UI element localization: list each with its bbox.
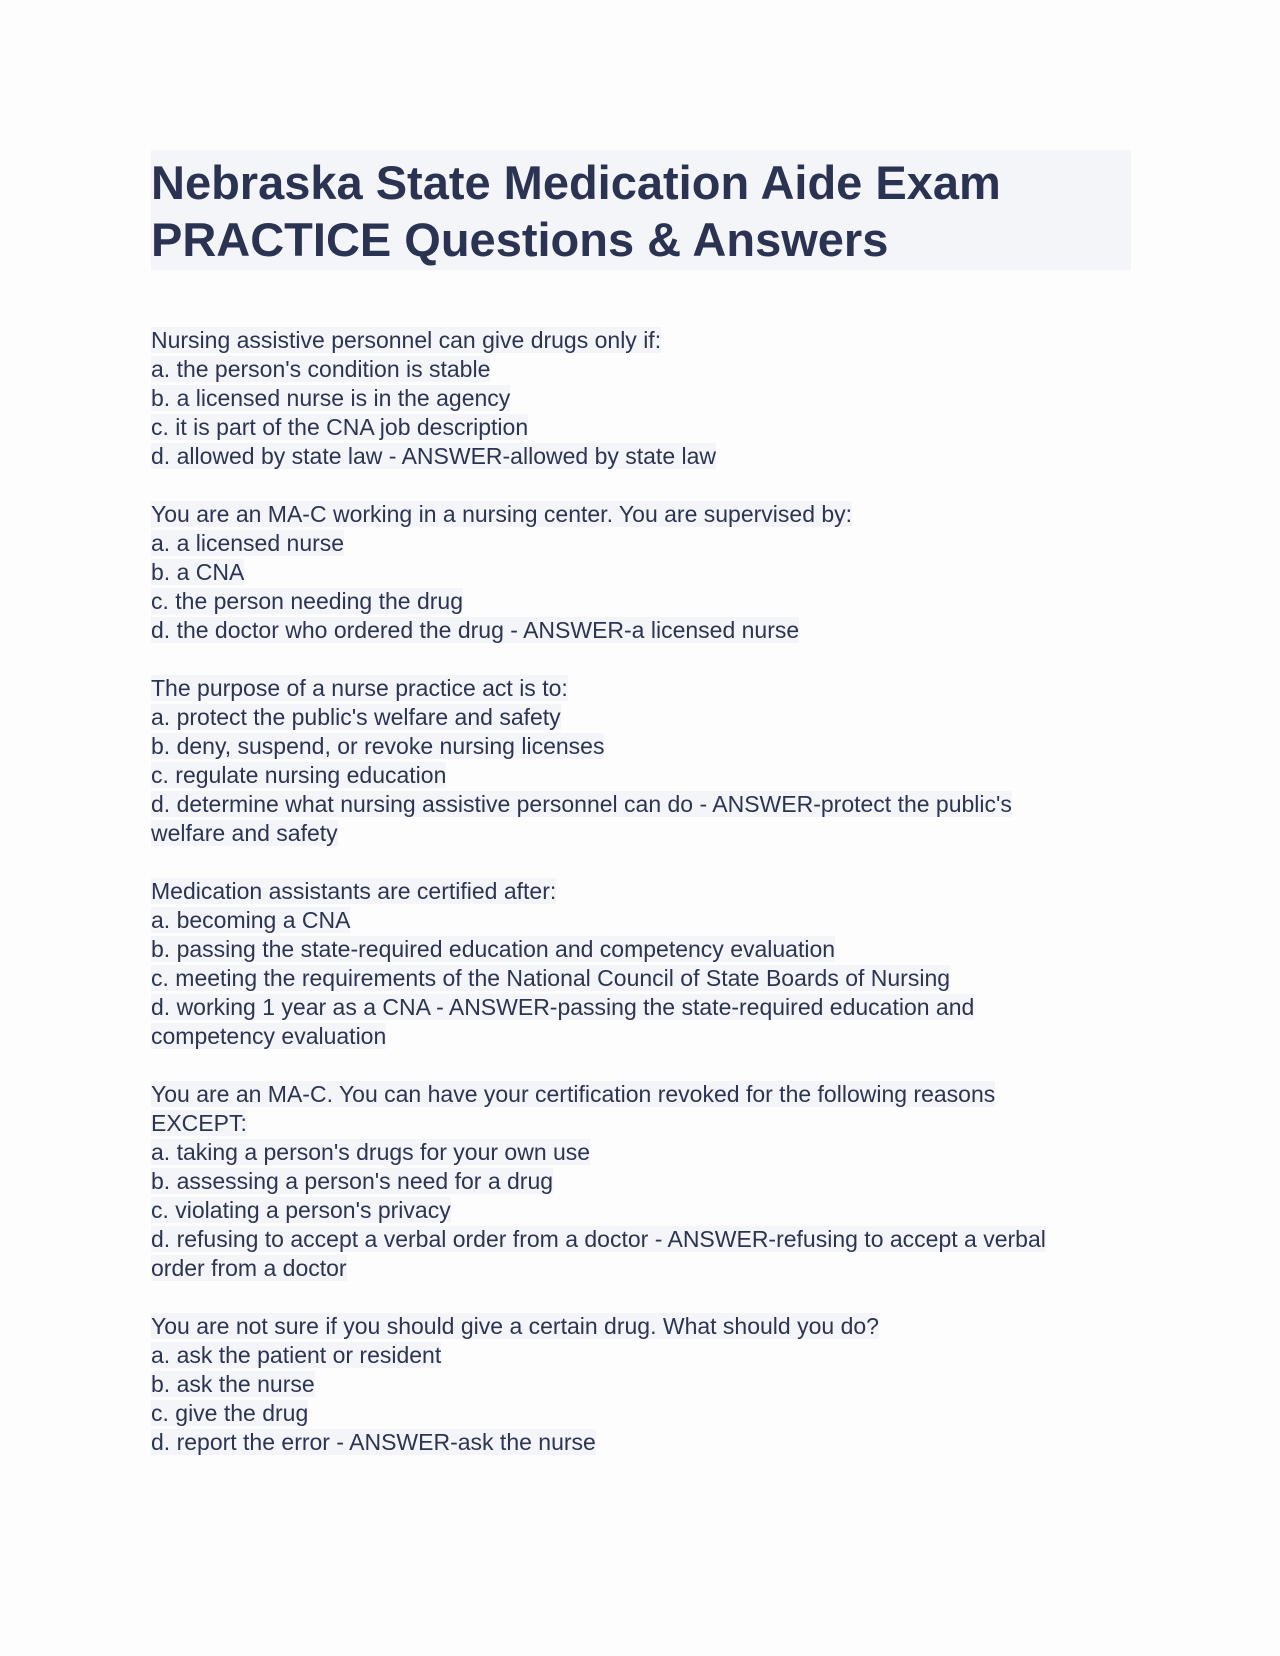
question-line xyxy=(151,558,1131,587)
line-text: c. violating a person's privacy xyxy=(151,1197,451,1223)
line-text: b. deny, suspend, or revoke nursing licenses xyxy=(151,733,605,759)
question-list xyxy=(151,326,1131,1457)
question-text xyxy=(151,877,1131,906)
question-line xyxy=(151,703,1131,732)
question-text xyxy=(151,674,1131,703)
line-text: welfare and safety xyxy=(151,820,338,846)
question-text xyxy=(151,1080,1131,1109)
line-text: order from a doctor xyxy=(151,1255,347,1281)
line-text: b. passing the state-required education and competency evaluation xyxy=(151,936,836,962)
line-text: b. a licensed nurse is in the agency xyxy=(151,385,511,411)
line-text: You are not sure if you should give a certain drug. What should you do? xyxy=(151,1313,879,1339)
line-text: c. give the drug xyxy=(151,1400,309,1426)
question-line xyxy=(151,413,1131,442)
line-text: d. determine what nursing assistive personnel can do - ANSWER-protect the public's xyxy=(151,791,1012,817)
line-text: c. the person needing the drug xyxy=(151,588,464,614)
line-text: d. the doctor who ordered the drug - ANSWER-a licensed nurse xyxy=(151,617,800,643)
question-line xyxy=(151,935,1131,964)
line-text: d. working 1 year as a CNA - ANSWER-passing the state-required education and xyxy=(151,994,975,1020)
page-title xyxy=(151,150,1131,270)
question-line xyxy=(151,1109,1131,1138)
question-line xyxy=(151,1138,1131,1167)
question-block xyxy=(151,877,1131,1051)
line-text: b. assessing a person's need for a drug xyxy=(151,1168,554,1194)
title-line-1: Nebraska State Medication Aide Exam xyxy=(151,156,1001,209)
line-text: c. it is part of the CNA job description xyxy=(151,414,529,440)
line-text: a. protect the public's welfare and safety xyxy=(151,704,561,730)
line-text: You are an MA-C. You can have your certification revoked for the following reasons xyxy=(151,1081,996,1107)
line-text: b. ask the nurse xyxy=(151,1371,315,1397)
question-line xyxy=(151,355,1131,384)
line-text: a. ask the patient or resident xyxy=(151,1342,442,1368)
question-text xyxy=(151,326,1131,355)
line-text: d. refusing to accept a verbal order from a doctor - ANSWER-refusing to accept a verbal xyxy=(151,1226,1046,1252)
line-text: a. the person's condition is stable xyxy=(151,356,491,382)
line-text: a. taking a person's drugs for your own use xyxy=(151,1139,591,1165)
question-line xyxy=(151,906,1131,935)
line-text: c. meeting the requirements of the National Council of State Boards of Nursing xyxy=(151,965,951,991)
question-line xyxy=(151,1428,1131,1457)
question-line xyxy=(151,1022,1131,1051)
question-line xyxy=(151,616,1131,645)
question-block xyxy=(151,1312,1131,1457)
question-line xyxy=(151,1196,1131,1225)
question-block xyxy=(151,326,1131,471)
line-text: a. becoming a CNA xyxy=(151,907,351,933)
line-text: EXCEPT: xyxy=(151,1110,247,1136)
line-text: The purpose of a nurse practice act is to: xyxy=(151,675,568,701)
line-text: a. a licensed nurse xyxy=(151,530,345,556)
question-line xyxy=(151,1254,1131,1283)
line-text: d. allowed by state law - ANSWER-allowed by state law xyxy=(151,443,717,469)
line-text: You are an MA-C working in a nursing center. You are supervised by: xyxy=(151,501,853,527)
line-text: competency evaluation xyxy=(151,1023,387,1049)
line-text: d. report the error - ANSWER-ask the nurse xyxy=(151,1429,596,1455)
line-text: b. a CNA xyxy=(151,559,245,585)
question-line xyxy=(151,1225,1131,1254)
question-text xyxy=(151,1312,1131,1341)
question-block xyxy=(151,674,1131,848)
question-line xyxy=(151,442,1131,471)
question-block xyxy=(151,500,1131,645)
line-text: Medication assistants are certified after: xyxy=(151,878,557,904)
question-line xyxy=(151,1167,1131,1196)
question-line xyxy=(151,587,1131,616)
line-text: c. regulate nursing education xyxy=(151,762,447,788)
line-text: Nursing assistive personnel can give drugs only if: xyxy=(151,327,662,353)
question-line xyxy=(151,1370,1131,1399)
question-line xyxy=(151,993,1131,1022)
question-line xyxy=(151,1399,1131,1428)
question-line xyxy=(151,819,1131,848)
question-line xyxy=(151,529,1131,558)
question-block xyxy=(151,1080,1131,1283)
question-text xyxy=(151,500,1131,529)
question-line xyxy=(151,1341,1131,1370)
title-line-2: PRACTICE Questions & Answers xyxy=(151,213,889,266)
question-line xyxy=(151,732,1131,761)
question-line xyxy=(151,384,1131,413)
question-line xyxy=(151,964,1131,993)
document-page xyxy=(151,150,1131,1486)
question-line xyxy=(151,790,1131,819)
question-line xyxy=(151,761,1131,790)
